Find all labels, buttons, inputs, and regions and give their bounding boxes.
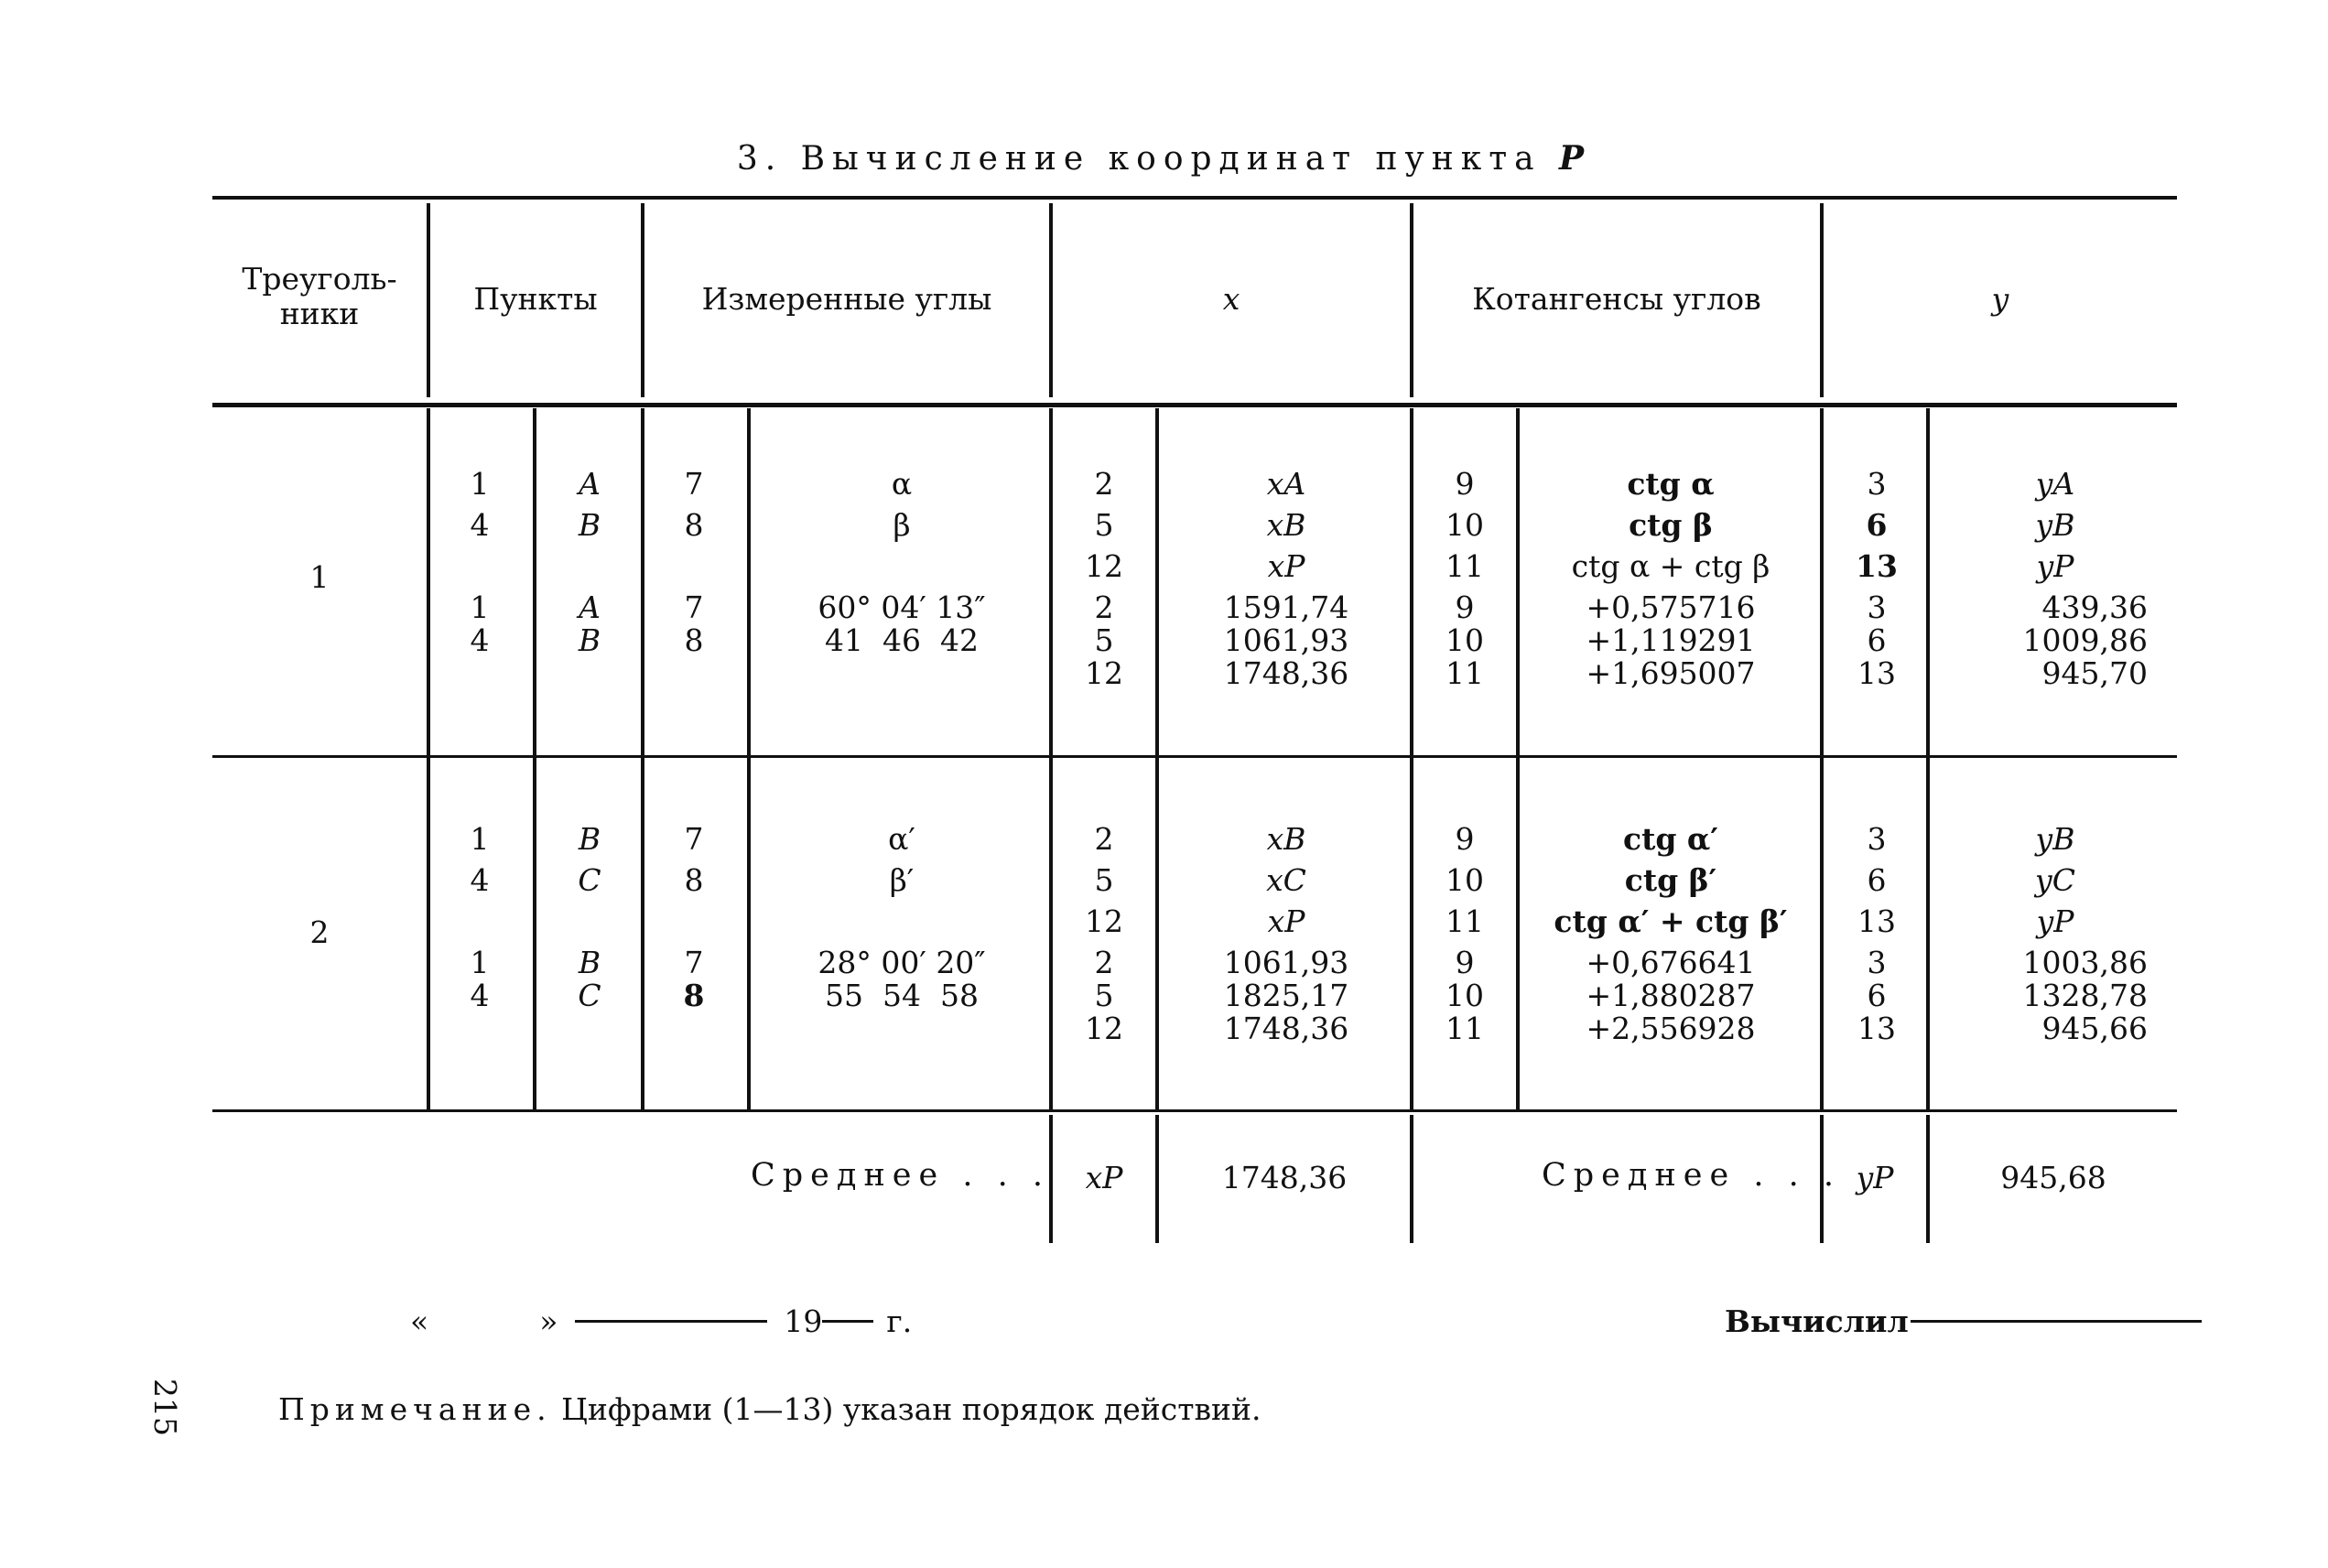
header-triangles-text: Треуголь-ники <box>242 261 397 331</box>
cell: 60° 04′ 13″ <box>818 589 986 625</box>
triangle-1-cot-vals <box>1529 463 1813 691</box>
cell: B <box>578 622 601 658</box>
triangle-1-y-nums <box>1840 463 1913 691</box>
table-title <box>0 139 2328 178</box>
triangle-1-block <box>0 463 2328 710</box>
triangle-2-id: 2 <box>309 914 330 950</box>
cell: 1748,36 <box>1223 655 1349 691</box>
cell: 8 <box>684 507 704 543</box>
triangle-1-cot-nums <box>1428 463 1501 691</box>
triangle-2-points-nums <box>443 818 516 1013</box>
cell: 12 <box>1085 655 1123 691</box>
cell: α′ <box>888 821 915 857</box>
note-label: Примечание. <box>278 1391 552 1427</box>
cell: 7 <box>684 466 704 502</box>
cell: yC <box>2035 862 2075 898</box>
date-year: 19 <box>784 1303 823 1339</box>
cell: ctg β <box>1629 507 1713 543</box>
cell: 1825,17 <box>1223 978 1349 1013</box>
cell: 4 <box>470 862 490 898</box>
triangle-1-angle-nums <box>657 463 731 658</box>
summary-x-symbol: xP <box>1085 1160 1123 1195</box>
cell: 2 <box>1094 589 1114 625</box>
cell: 9 <box>1455 589 1475 625</box>
cell: 1591,74 <box>1223 589 1349 625</box>
cell: ctg α′ + ctg β′ <box>1554 903 1788 939</box>
cell: +2,556928 <box>1586 1011 1756 1046</box>
cell: +1,119291 <box>1586 622 1756 658</box>
triangle-1-id: 1 <box>309 559 330 595</box>
triangle-2-points-labels <box>553 818 626 1013</box>
cell: 11 <box>1446 903 1484 939</box>
cell: xA <box>1266 466 1306 502</box>
date-line <box>410 1303 912 1339</box>
cell: 9 <box>1455 821 1475 857</box>
cell: 1009,86 <box>2022 622 2148 658</box>
cell: 11 <box>1446 655 1484 691</box>
vline-summary-3 <box>1410 1115 1413 1243</box>
header-cot: Котангенсы углов <box>1472 281 1761 317</box>
cell: 10 <box>1446 862 1484 898</box>
cell: α <box>891 466 913 502</box>
triangle-2-y-vals <box>1941 818 2170 1046</box>
triangle-2-block <box>0 818 2328 1065</box>
cell: 10 <box>1446 622 1484 658</box>
cell: 1061,93 <box>1223 945 1349 980</box>
table-title-point: P <box>1559 139 1592 178</box>
cell <box>769 901 1034 942</box>
summary-x-value: 1748,36 <box>1221 1160 1348 1195</box>
cell: 55 54 58 <box>825 978 979 1013</box>
cell <box>769 546 1034 587</box>
table-title-text: 3. Вычисление координат пункта <box>736 140 1542 178</box>
triangle-1-points-labels <box>553 463 626 658</box>
cell: 8 <box>684 622 704 658</box>
cell <box>443 546 516 587</box>
cell: 10 <box>1446 507 1484 543</box>
cell: 1 <box>470 466 490 502</box>
triangle-1-y-vals <box>1941 463 2170 691</box>
cell: 1748,36 <box>1223 1011 1349 1046</box>
cell: yP <box>2036 548 2074 584</box>
cell: yP <box>2036 903 2074 939</box>
cell: 8 <box>684 862 704 898</box>
summary-x-label: Среднее . . . <box>751 1157 1050 1194</box>
cell: 1 <box>470 945 490 980</box>
note <box>278 1391 1261 1427</box>
triangle-2-y-nums <box>1840 818 1913 1046</box>
cell: yB <box>2035 821 2075 857</box>
cell: B <box>578 945 601 980</box>
date-open-quote: « <box>410 1303 429 1339</box>
cell: xP <box>1267 548 1305 584</box>
date-year-suffix: г. <box>886 1303 913 1339</box>
cell: 945,66 <box>2041 1011 2148 1046</box>
cell: xC <box>1266 862 1306 898</box>
cell: β′ <box>889 862 915 898</box>
cell: 1 <box>470 589 490 625</box>
header-x: x <box>1222 281 1240 317</box>
cell <box>553 901 626 942</box>
cell: 7 <box>684 589 704 625</box>
triangle-2-angle-nums <box>657 818 731 1013</box>
cell: +0,575716 <box>1586 589 1756 625</box>
triangle-2-cot-nums <box>1428 818 1501 1046</box>
cell <box>443 901 516 942</box>
cell: 13 <box>1857 655 1896 691</box>
cell: 8 <box>683 978 705 1013</box>
cell: 12 <box>1085 548 1123 584</box>
cell: 10 <box>1446 978 1484 1013</box>
cell <box>553 546 626 587</box>
cell: xP <box>1267 903 1305 939</box>
cell: 1061,93 <box>1223 622 1349 658</box>
cell: 12 <box>1085 903 1123 939</box>
cell: A <box>579 589 601 625</box>
cell: 4 <box>470 622 490 658</box>
cell: 5 <box>1094 507 1114 543</box>
triangle-2-angle-vals <box>769 818 1034 1013</box>
cell: +1,880287 <box>1586 978 1756 1013</box>
cell: ctg α <box>1627 466 1715 502</box>
rule-header <box>212 403 2177 407</box>
cell: 3 <box>1867 945 1887 980</box>
page-number: 215 <box>147 1379 183 1436</box>
triangle-1-x-vals <box>1172 463 1401 691</box>
date-blank <box>575 1320 767 1323</box>
cell: C <box>578 978 601 1013</box>
cell: yA <box>2035 466 2075 502</box>
cell: 3 <box>1867 466 1887 502</box>
cell: 5 <box>1094 622 1114 658</box>
cell: 13 <box>1857 903 1896 939</box>
cell: 5 <box>1094 862 1114 898</box>
cell: 3 <box>1867 821 1887 857</box>
cell: 945,70 <box>2041 655 2148 691</box>
year-blank <box>822 1320 873 1323</box>
triangle-2-cot-vals <box>1529 818 1813 1046</box>
summary-y-label: Среднее . . . <box>1542 1157 1841 1194</box>
cell: 9 <box>1455 945 1475 980</box>
cell: 6 <box>1867 862 1887 898</box>
computed-by <box>1725 1303 2202 1339</box>
cell: 2 <box>1094 466 1114 502</box>
rule-top <box>212 196 2177 200</box>
header-triangles <box>212 262 427 331</box>
summary-y-symbol: yP <box>1856 1160 1894 1195</box>
cell: 5 <box>1094 978 1114 1013</box>
cell: 41 46 42 <box>825 622 979 658</box>
cell: xB <box>1266 821 1306 857</box>
cell: 6 <box>1867 978 1887 1013</box>
cell: 9 <box>1455 466 1475 502</box>
cell: 6 <box>1867 622 1887 658</box>
cell: 13 <box>1856 548 1898 584</box>
date-close-quote: » <box>539 1303 558 1339</box>
triangle-1-points-nums <box>443 463 516 658</box>
summary-y-value: 945,68 <box>2000 1160 2106 1195</box>
cell: +1,695007 <box>1586 655 1756 691</box>
triangle-2-x-vals <box>1172 818 1401 1046</box>
cell <box>657 546 731 587</box>
cell: 28° 00′ 20″ <box>818 945 986 980</box>
triangle-1-x-nums <box>1067 463 1141 691</box>
header-y: y <box>1991 281 2009 317</box>
triangle-1-angle-vals <box>769 463 1034 658</box>
cell: 1003,86 <box>2022 945 2148 980</box>
triangle-2-x-nums <box>1067 818 1141 1046</box>
cell: 11 <box>1446 1011 1484 1046</box>
cell: 4 <box>470 978 490 1013</box>
cell: 1 <box>470 821 490 857</box>
cell: β <box>893 507 911 543</box>
rule-between-triangles <box>212 755 2177 758</box>
cell: xB <box>1266 507 1306 543</box>
cell: +0,676641 <box>1586 945 1756 980</box>
computed-by-label: Вычислил <box>1725 1303 1909 1339</box>
cell: B <box>578 821 601 857</box>
cell: 4 <box>470 507 490 543</box>
cell: 11 <box>1446 548 1484 584</box>
note-text: Цифрами (1—13) указан порядок действий. <box>561 1391 1261 1427</box>
cell: 2 <box>1094 821 1114 857</box>
cell: 6 <box>1866 507 1888 543</box>
computed-by-blank <box>1911 1320 2202 1323</box>
rule-bottom <box>212 1109 2177 1112</box>
header-points: Пункты <box>473 281 598 317</box>
cell: 12 <box>1085 1011 1123 1046</box>
header-angles: Измеренные углы <box>701 281 992 317</box>
cell: 1328,78 <box>2022 978 2148 1013</box>
cell: 3 <box>1867 589 1887 625</box>
cell: A <box>579 466 601 502</box>
cell: ctg α′ <box>1623 821 1718 857</box>
cell: yB <box>2035 507 2075 543</box>
cell: 439,36 <box>2041 589 2148 625</box>
cell: 7 <box>684 821 704 857</box>
cell: 13 <box>1857 1011 1896 1046</box>
cell <box>657 901 731 942</box>
cell: ctg α + ctg β <box>1571 548 1770 584</box>
cell: 2 <box>1094 945 1114 980</box>
cell: 7 <box>684 945 704 980</box>
cell: C <box>578 862 601 898</box>
cell: ctg β′ <box>1624 862 1717 898</box>
cell: B <box>578 507 601 543</box>
